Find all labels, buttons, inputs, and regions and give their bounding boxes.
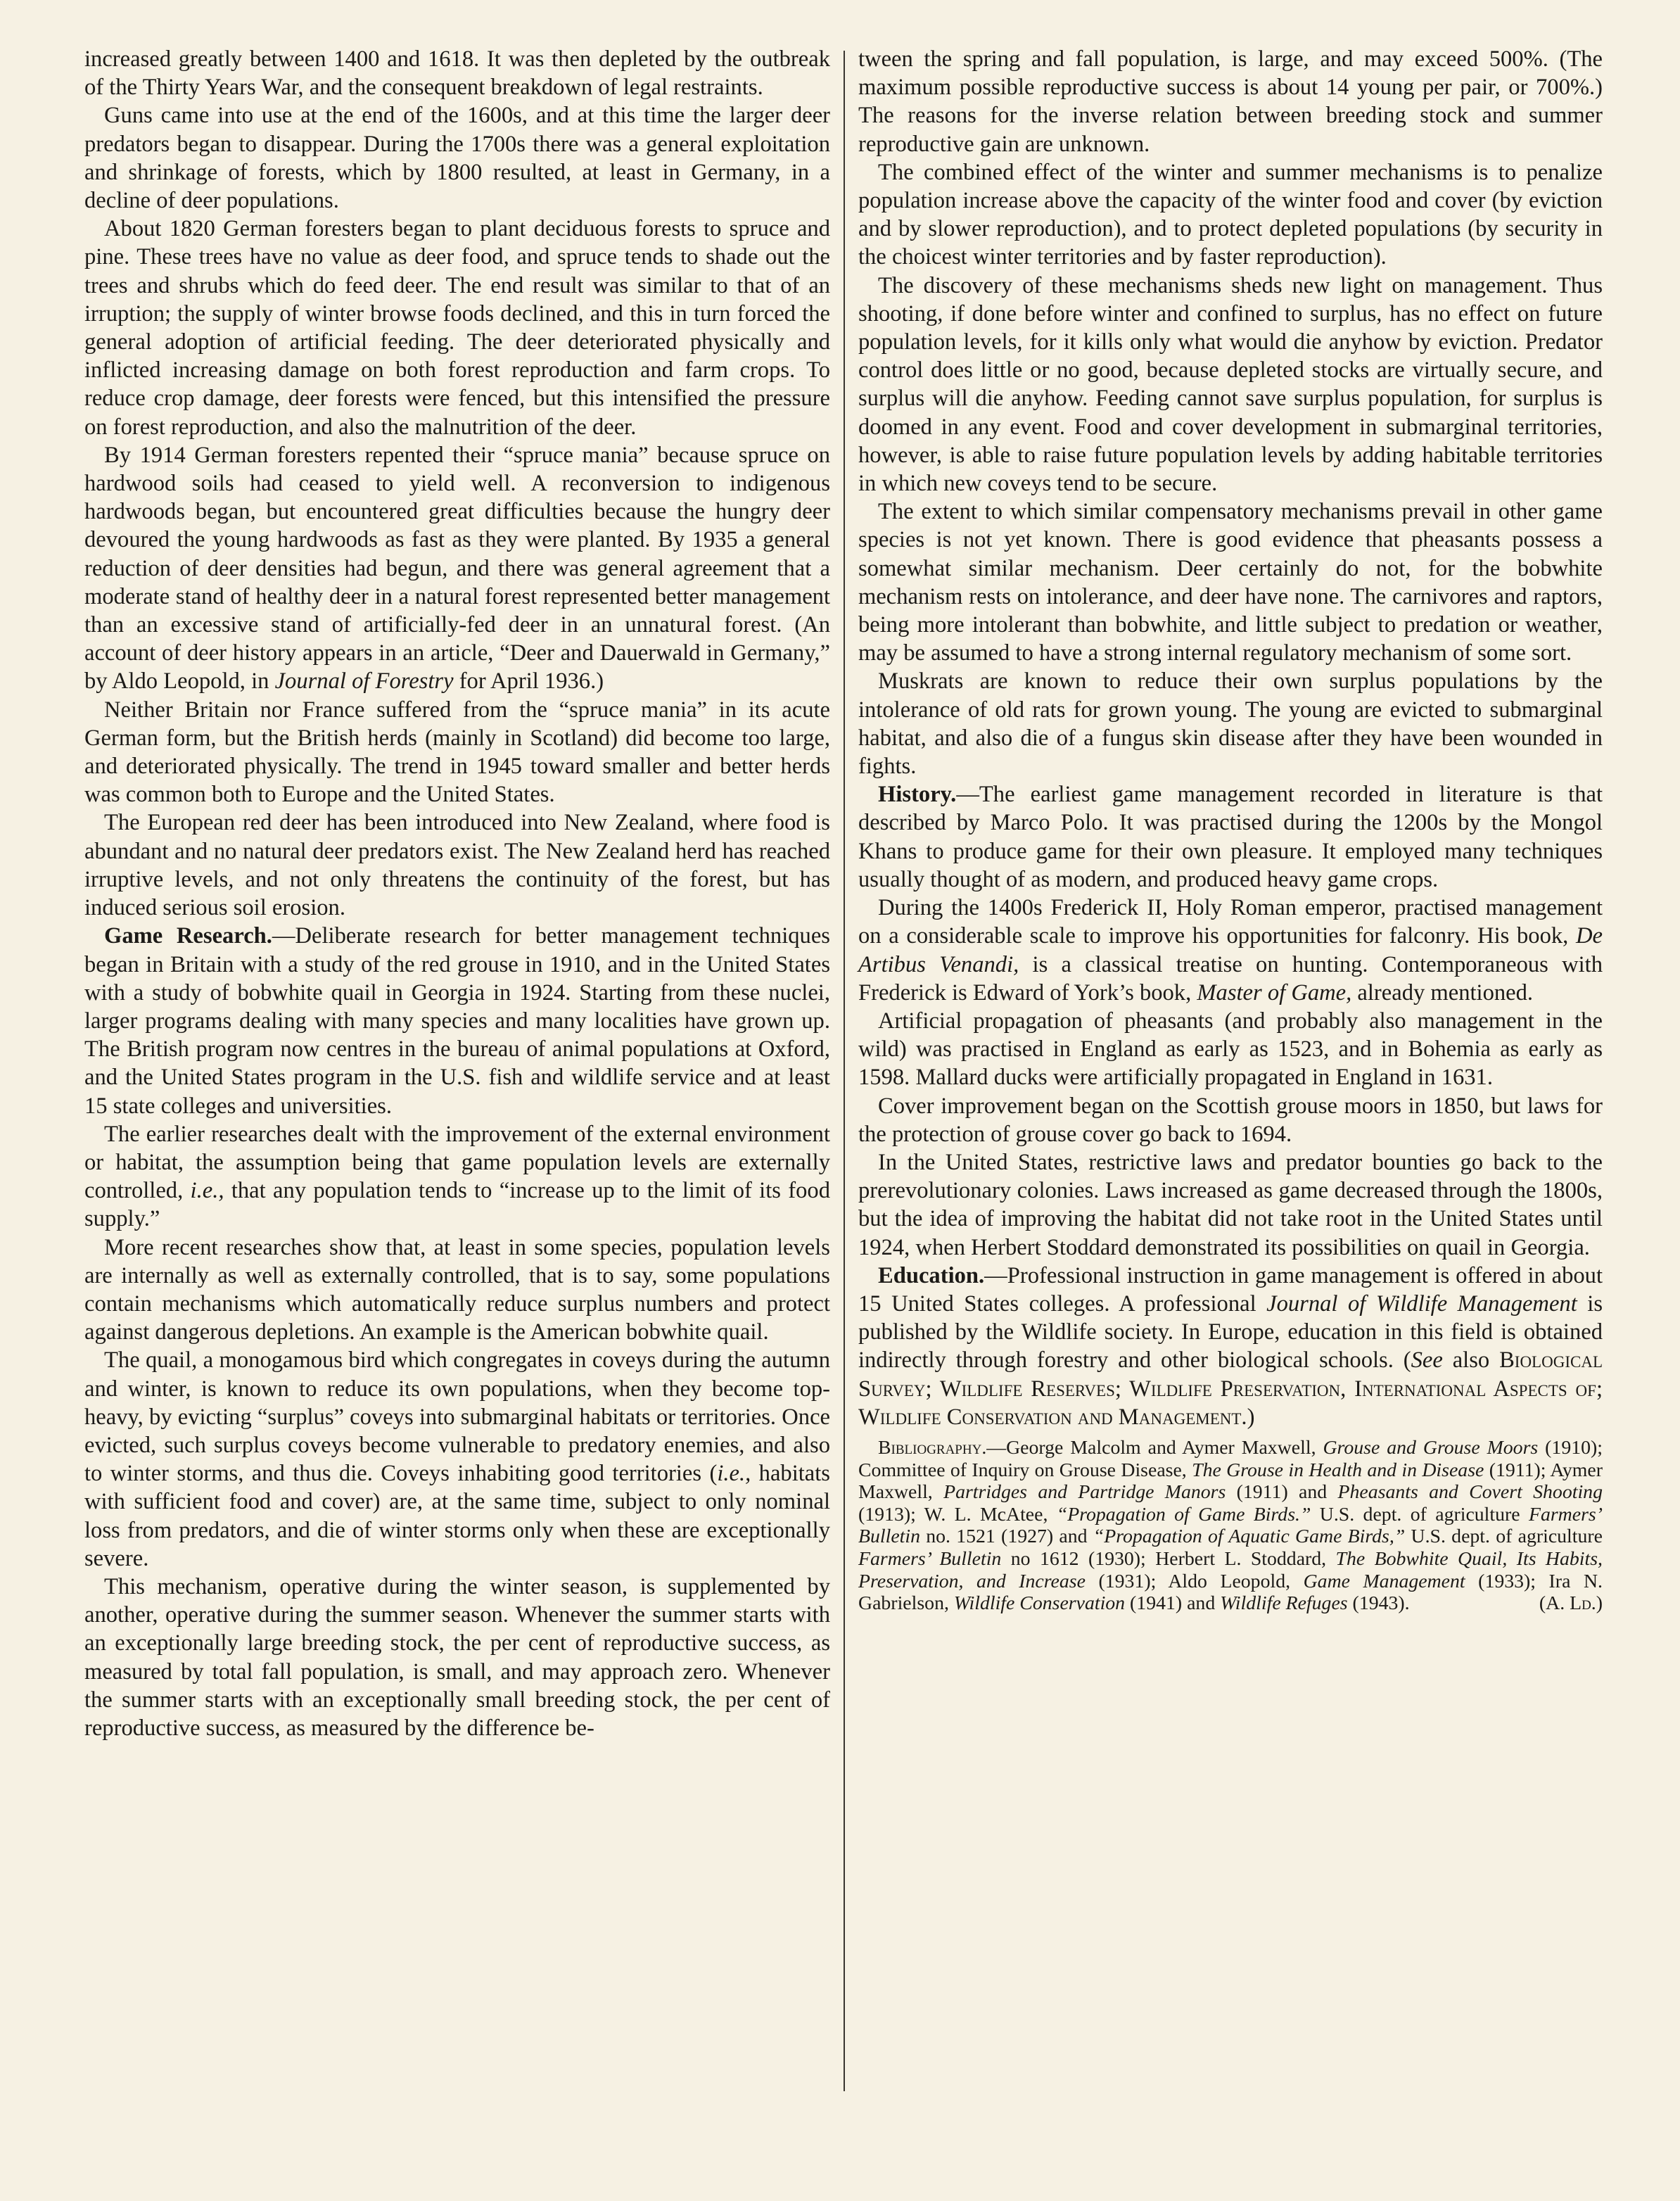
column-divider xyxy=(844,51,845,2091)
section-paragraph xyxy=(858,1262,1603,1431)
paragraph: increased greatly between 1400 and 1618. It was then depleted by the outbreak of the Thirty Years War, and the consequent breakdown of legal restraints. xyxy=(84,46,830,101)
italic-title: Wildlife Refuges xyxy=(1220,1592,1348,1615)
text: ) xyxy=(1247,1404,1255,1430)
text: is published by the Wildlife society. In Europe, education in this field is obtained indirectly through forestry and other biological schools. ( xyxy=(858,1290,1603,1374)
italic-title: Master of Game, xyxy=(1197,979,1352,1006)
paragraph: The extent to which similar compensatory mechanisms prevail in other game species is not yet known. There is good evidence that pheasants possess a somewhat similar mechanism. Deer certainly do not, for the bobwhite mechanism rests on intolerance, and deer have none. The carnivores and raptors, being more intolerant than bobwhite, and little subject to predation or weather, may be assumed to have a strong internal regulatory mechanism of some sort. xyxy=(858,499,1603,666)
paragraph: In the United States, restrictive laws and predator bounties go back to the prerevolutionary colonies. Laws increased as game decreased through the 1800s, but the idea of improving the habitat did not take root in the United States until 1924, when Herbert Stoddard demonstrated its possibilities on quail in Georgia. xyxy=(858,1149,1603,1260)
italic-title: De Artibus Venandi, xyxy=(858,923,1603,977)
text: —Deliberate research for better management techniques began in Britain with a study of the red grouse in 1910, and in the United States with a study of bobwhite quail in Georgia in 1924. Starting from these nuclei, larger programs dealing with many species and many localities have grown up. The British program now centres in the bureau of animal populations at Oxford, and the United States program in the U.S. fish and wildlife service and at least 15 state colleges and universities. xyxy=(84,923,830,1119)
text: is a classical treatise on hunting. Contemporaneous with Frederick is Edward of York’s book, xyxy=(858,951,1603,1006)
paragraph: This mechanism, operative during the winter season, is supplemented by another, operative during the summer season. Whenever the summer starts with an exceptionally large breeding stock, the per cent of reproductive success, as measured by total fall population, is small, and may approach zero. Whenever the summer starts with an exceptionally small breeding stock, the per cent of reproductive success, as measured by the difference be- xyxy=(84,1573,830,1741)
text: that any population tends to “increase up to the limit of its food supply.” xyxy=(84,1178,830,1232)
text: —The earliest game management recorded in literature is that described by Marco Polo. It was practised during the 1200s by the Mongol Khans to produce game for their own pleasure. It employed many techniques usually thought of as modern, and produced heavy game crops. xyxy=(858,782,1603,892)
text: (1911); Aymer Maxwell, xyxy=(858,1459,1603,1504)
text: also xyxy=(1442,1347,1500,1374)
paragraph: More recent researches show that, at least in some species, population levels are internally as well as externally controlled, that is to say, some populations contain mechanisms which automatically reduce surplus numbers and protect against dangerous depletions. An example is the American bobwhite quail. xyxy=(84,1234,830,1345)
paragraph: About 1820 German foresters began to plant deciduous forests to spruce and pine. These trees have no value as deer food, and spruce tends to shade out the trees and shrubs which do feed deer. The end result was similar to that of an irruption; the supply of winter browse foods declined, and this in turn forced the general adoption of artificial feeding. The deer deteriorated physically and inflicted increasing damage on both forest reproduction and farm crops. To reduce crop damage, deer forests were fenced, but this intensified the pressure on forest reproduction, and also the malnutrition of the deer. xyxy=(84,216,830,440)
italic-text: i.e., xyxy=(717,1461,751,1487)
text: (1943). xyxy=(1347,1592,1410,1615)
italic-title: “Propagation of Game Birds.” xyxy=(1056,1503,1311,1526)
text: The quail, a monogamous bird which congregates in coveys during the autumn and winter, is known to reduce its own populations, when they become top-heavy, by evicting “surplus” coveys into submarginal habitats or territories. Once evicted, such surplus coveys become vulnerable to predatory enemies, and also to winter storms, and thus die. Coveys inhabiting good territories ( xyxy=(84,1347,830,1487)
italic-title: Journal of Wildlife Management xyxy=(1266,1290,1577,1317)
paragraph: Muskrats are known to reduce their own surplus populations by the intolerance of old rats for grown young. The young are evicted to submarginal habitat, and also die of a fungus skin disease after they have been wounded in fights. xyxy=(858,668,1603,780)
italic-title: Game Management xyxy=(1303,1570,1465,1592)
text: already mentioned. xyxy=(1351,979,1534,1006)
italic-text: See xyxy=(1411,1347,1443,1374)
section-paragraph xyxy=(858,780,1603,894)
text: (1910); Committee of Inquiry on Grouse Disease, xyxy=(858,1436,1603,1481)
italic-title: Farmers’ Bulletin xyxy=(858,1503,1603,1548)
text: —Professional instruction in game management is offered in about 15 United States colleges. A professional xyxy=(858,1262,1603,1317)
paragraph xyxy=(84,1346,830,1573)
text: for April 1936.) xyxy=(453,668,604,694)
italic-title: Farmers’ Bulletin xyxy=(858,1547,1002,1570)
paragraph: Cover improvement began on the Scottish grouse moors in 1850, but laws for the protection of grouse cover go back to 1694. xyxy=(858,1093,1603,1147)
text: no. 1521 (1927) and xyxy=(920,1526,1093,1548)
italic-title: “Propagation of Aquatic Game Birds,” xyxy=(1093,1526,1406,1548)
text: During the 1400s Frederick II, Holy Roman emperor, practised management on a considerable scale to improve his opportunities for falconry. His book, xyxy=(858,895,1603,949)
italic-title: Grouse and Grouse Moors xyxy=(1323,1436,1539,1459)
italic-text: i.e., xyxy=(190,1178,224,1204)
text: (1913); W. L. McAtee, xyxy=(858,1503,1057,1526)
text: (1911) and xyxy=(1226,1481,1338,1504)
text: (1941) and xyxy=(1125,1592,1221,1615)
italic-title: Wildlife Conservation xyxy=(953,1592,1126,1615)
author-signature: (A. Ld.) xyxy=(1539,1592,1603,1615)
paragraph: The European red deer has been introduced into New Zealand, where food is abundant and no natural deer predators exist. The New Zealand herd has reached irruptive levels, and not only threatens the continuity of the forest, but has induced serious soil erosion. xyxy=(84,810,830,921)
section-heading: Education. xyxy=(878,1262,985,1288)
italic-title: Pheasants and Covert Shooting xyxy=(1337,1481,1603,1504)
italic-title: Partridges and Partridge Manors xyxy=(943,1481,1226,1504)
paragraph: tween the spring and fall population, is large, and may exceed 500%. (The maximum possible reproductive success is about 14 young per pair, or 700%.) The reasons for the inverse relation between breeding stock and summer reproductive gain are unknown. xyxy=(858,46,1603,157)
text: U.S. dept. of agriculture xyxy=(1311,1503,1529,1526)
text: By 1914 German foresters repented their “spruce mania” because spruce on hardwood soils had ceased to yield well. A reconversion to indigenous hardwoods began, but encountered great difficulties because the hungry deer devoured the young hardwoods as fast as they were planted. By 1935 a general reduction of deer densities had begun, and there was general agreement that a moderate stand of healthy deer in a natural forest represented better management than an excessive stand of artificially-fed deer in an unnatural forest. (An account of deer history appears in an article, “Deer and Dauerwald in Germany,” by Aldo Leopold, in xyxy=(84,442,830,694)
right-column xyxy=(858,45,1603,1615)
italic-title: Journal of Forestry xyxy=(274,668,454,694)
section-heading: Game Research. xyxy=(104,923,272,949)
text: (1931); Aldo Leopold, xyxy=(1085,1570,1304,1592)
bibliography-heading: Bibliography. xyxy=(878,1436,987,1459)
cross-references: Biological Survey; Wildlife Reserves; Wildlife Preservation, International Aspects of; Wildlife Conservation and Management. xyxy=(858,1347,1603,1430)
section-paragraph xyxy=(84,922,830,1119)
italic-title: The Bobwhite Quail, Its Habits, Preservation, and Increase xyxy=(858,1547,1603,1592)
paragraph xyxy=(858,894,1603,1007)
paragraph: Neither Britain nor France suffered from the “spruce mania” in its acute German form, but the British herds (mainly in Scotland) did become too large, and deteriorated physically. The trend in 1945 toward smaller and better herds was common both to Europe and the United States. xyxy=(84,697,830,808)
left-column xyxy=(84,45,830,1742)
paragraph: Guns came into use at the end of the 1600s, and at this time the larger deer predators began to disappear. During the 1700s there was a general exploitation and shrinkage of forests, which by 1800 resulted, at least in Germany, in a decline of deer populations. xyxy=(84,103,830,214)
text: —George Malcolm and Aymer Maxwell, xyxy=(986,1436,1323,1459)
text: The earlier researches dealt with the improvement of the external environment or habitat, the assumption being that game population levels are externally controlled, xyxy=(84,1121,830,1204)
paragraph: Artificial propagation of pheasants (and probably also management in the wild) was practised in England as early as 1523, and in Bohemia as early as 1598. Mallard ducks were artificially propagated in England in 1631. xyxy=(858,1008,1603,1091)
bibliography xyxy=(858,1437,1603,1615)
paragraph: The discovery of these mechanisms sheds new light on management. Thus shooting, if done before winter and confined to surplus, has no effect on future population levels, for it kills only what would die anyhow by eviction. Predator control does little or no good, because depleted stocks are virtually secure, and surplus will die anyhow. Feeding cannot save surplus population, for surplus is doomed in any event. Food and cover development in submarginal territories, however, is able to raise future population levels by adding habitable territories in which new coveys tend to be secure. xyxy=(858,272,1603,497)
text: habitats with sufficient food and cover) are, at the same time, subject to only nominal loss from predators, and die of winter storms only when these are exceptionally severe. xyxy=(84,1461,830,1571)
paragraph: The combined effect of the winter and summer mechanisms is to penalize population increase above the capacity of the winter food and cover (by eviction and by slower reproduction), and to protect depleted populations (by security in the choicest winter territories and by faster reproduction). xyxy=(858,159,1603,270)
italic-title: The Grouse in Health and in Disease xyxy=(1192,1459,1484,1481)
text: (1933); Ira N. Gabrielson, xyxy=(858,1570,1603,1615)
section-heading: History. xyxy=(878,782,957,808)
paragraph xyxy=(84,1120,830,1233)
text: U.S. dept. of agriculture xyxy=(1405,1526,1603,1548)
paragraph xyxy=(84,441,830,696)
text: no 1612 (1930); Herbert L. Stoddard, xyxy=(1001,1547,1336,1570)
